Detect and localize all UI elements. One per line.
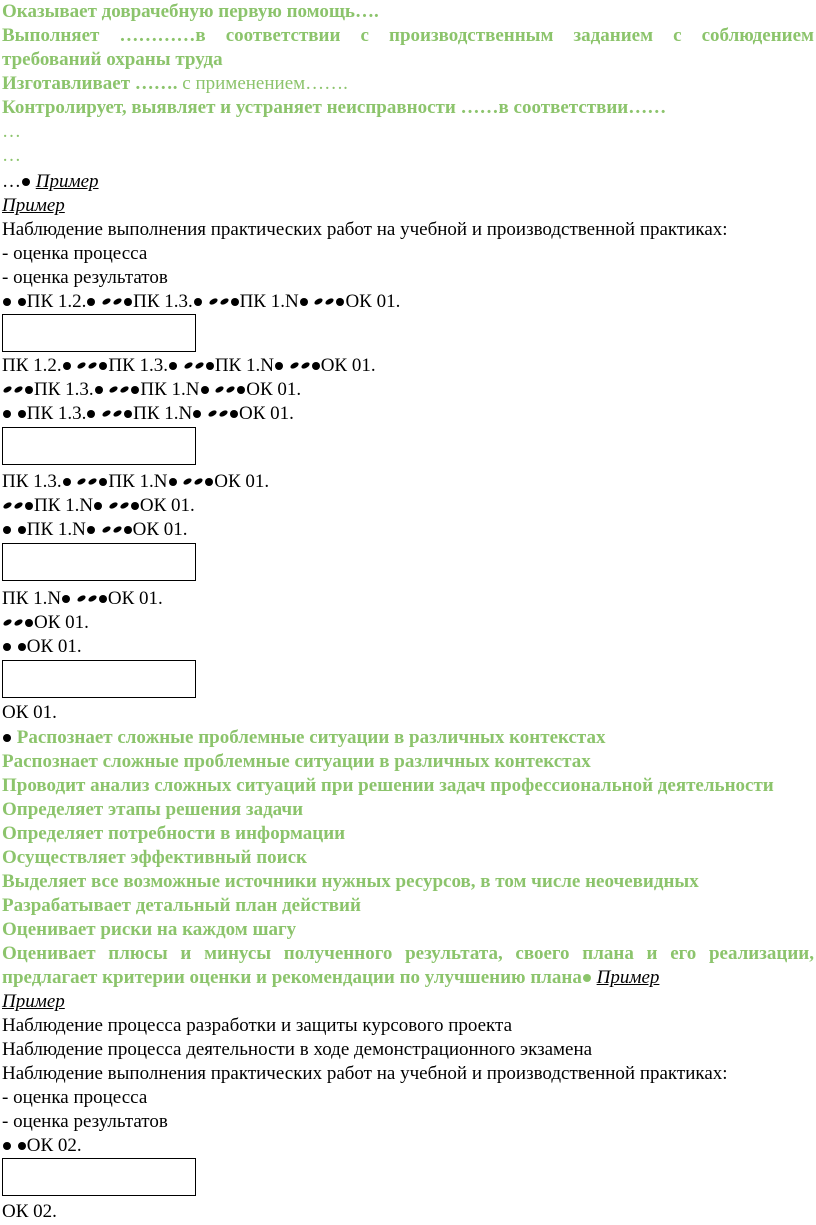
code: ПК 1.N — [214, 355, 274, 376]
example-line — [2, 990, 65, 1014]
bullet-icon — [119, 501, 129, 510]
code: ОК 01. — [139, 495, 195, 516]
bullet-icon — [99, 478, 107, 486]
bullet-icon — [18, 643, 26, 651]
bullet-icon — [205, 478, 213, 486]
bullet-icon — [194, 361, 204, 370]
bullet-icon — [131, 502, 139, 510]
bullet-icon — [95, 386, 103, 394]
bullet-icon — [218, 409, 228, 418]
observation-text: Наблюдение выполнения практических работ на учебной и производственной практиках: — [2, 219, 728, 240]
word: реализации, — [708, 943, 814, 964]
bullet-icon — [124, 526, 132, 534]
bullet-icon — [101, 525, 111, 534]
bullet-icon — [18, 526, 26, 534]
bullet-icon — [63, 478, 71, 486]
bullet-icon — [169, 478, 177, 486]
word: плюсы — [108, 943, 168, 964]
ok01-item — [2, 966, 659, 990]
code-heading: ОК 01. — [2, 702, 57, 723]
word: с — [673, 25, 682, 46]
ellipsis: … — [2, 171, 21, 192]
competency-line: требований охраны труда — [2, 49, 223, 70]
example-link[interactable]: Пример — [2, 195, 65, 216]
bullet-icon — [2, 501, 12, 510]
word: полученного — [283, 943, 393, 964]
code: ПК 1.2. — [26, 291, 87, 312]
code: ОК 01. — [34, 612, 89, 633]
ok01-item: Определяет этапы решения задачи — [2, 799, 304, 820]
bullet-icon — [3, 526, 11, 534]
bullet-icon — [215, 385, 225, 394]
word: и — [180, 943, 192, 964]
bullet-icon — [193, 410, 201, 418]
code: ОК 01. — [132, 519, 188, 540]
ok01-item: Распознает сложные проблемные ситуации в различных контекстах — [2, 751, 591, 772]
example-link[interactable]: Пример — [35, 171, 99, 192]
bullet-icon — [3, 410, 11, 418]
bullet-icon — [102, 409, 112, 418]
assessment-item: - оценка результатов — [2, 267, 168, 288]
input-box[interactable] — [2, 543, 196, 581]
example-line — [2, 194, 65, 218]
bullet-icon — [312, 362, 320, 370]
bullet-icon — [3, 734, 11, 742]
ok01-item — [2, 726, 606, 750]
code: ПК 1.N — [2, 588, 62, 609]
code: ОК 01. — [214, 471, 270, 492]
ok01-item: Определяет потребности в информации — [2, 823, 346, 844]
code: ПК 1.2. — [2, 355, 62, 376]
code: ПК 1.N — [140, 379, 200, 400]
observation-text: Наблюдение процесса разработки и защиты курсового проекта — [2, 1015, 513, 1036]
code: ПК 1.3. — [2, 471, 62, 492]
bullet-icon — [99, 362, 107, 370]
bullet-icon — [13, 618, 23, 627]
code-row — [2, 611, 89, 635]
code: ПК 1.N — [133, 403, 193, 424]
bullet-icon — [2, 385, 12, 394]
competency-line: Оказывает доврачебную первую помощь…. — [2, 1, 379, 22]
word: заданием — [573, 25, 654, 46]
ok01-item-text: предлагает критерии оценки и рекомендации по улучшению плана — [2, 967, 582, 988]
word: и — [646, 943, 658, 964]
bullet-icon — [25, 619, 33, 627]
bullet-icon — [13, 385, 23, 394]
bullet-icon — [208, 297, 218, 306]
bullet-icon — [22, 178, 30, 186]
input-box[interactable] — [2, 314, 196, 352]
ok01-item-justified — [2, 942, 814, 966]
code-row — [2, 635, 82, 659]
example-link[interactable]: Пример — [2, 991, 65, 1012]
bullet-icon — [18, 1142, 26, 1150]
code-row — [2, 587, 163, 611]
bullet-icon — [113, 297, 123, 306]
bullet-icon — [102, 297, 112, 306]
bullet-icon — [25, 386, 33, 394]
bullet-icon — [87, 410, 95, 418]
code-heading: ОК 02. — [2, 1201, 57, 1222]
code: ОК 01. — [239, 403, 294, 424]
code-row — [2, 402, 294, 426]
bullet-icon — [99, 595, 107, 603]
input-box[interactable] — [2, 427, 196, 465]
bullet-icon — [77, 477, 87, 486]
bullet-icon — [94, 502, 102, 510]
code: ОК 01. — [320, 355, 376, 376]
assessment-item: - оценка процесса — [2, 1087, 148, 1108]
bullet-icon — [120, 385, 130, 394]
competency-line-justified — [2, 24, 814, 48]
bullet-icon — [336, 298, 344, 306]
bullet-icon — [226, 385, 236, 394]
bullet-icon — [109, 385, 119, 394]
bullet-icon — [124, 410, 132, 418]
ok01-item: Проводит анализ сложных ситуаций при решении задач профессиональной деятельности — [2, 775, 774, 796]
ok01-item-text: Распознает сложные проблемные ситуации в различных контекстах — [16, 727, 606, 748]
bullet-icon — [62, 595, 70, 603]
code: ПК 1.3. — [133, 291, 193, 312]
bullet-icon — [300, 361, 310, 370]
code: ПК 1.N — [239, 291, 299, 312]
bullet-icon — [63, 362, 71, 370]
ok01-item: Разрабатывает детальный план действий — [2, 895, 361, 916]
code: ПК 1.3. — [26, 403, 87, 424]
code: ПК 1.N — [34, 495, 94, 516]
competency-line — [2, 72, 348, 96]
bullet-icon — [237, 386, 245, 394]
example-line — [2, 170, 99, 194]
bullet-icon — [88, 361, 98, 370]
bullet-icon — [289, 361, 299, 370]
bullet-icon — [325, 297, 335, 306]
bullet-icon — [3, 643, 11, 651]
code-row — [2, 378, 301, 402]
bullet-icon — [207, 409, 217, 418]
ok01-item: Оценивает риски на каждом шагу — [2, 919, 297, 940]
bullet-icon — [231, 298, 239, 306]
assessment-item: - оценка процесса — [2, 243, 148, 264]
bullet-icon — [3, 1142, 11, 1150]
code-row — [2, 518, 188, 542]
code: ПК 1.N — [26, 519, 86, 540]
word: соблюдением — [701, 25, 814, 46]
regular-part: с применением……. — [177, 73, 348, 94]
word: его — [670, 943, 697, 964]
bullet-icon — [13, 501, 23, 510]
bullet-icon — [2, 618, 12, 627]
word: соответствии — [225, 25, 341, 46]
bullet-icon — [18, 298, 26, 306]
input-box[interactable] — [2, 660, 196, 698]
code-row — [2, 470, 269, 494]
bullet-icon — [77, 361, 87, 370]
ellipsis-line: … — [2, 121, 21, 142]
code: ОК 01. — [345, 291, 401, 312]
bullet-icon — [87, 526, 95, 534]
word: своего — [515, 943, 570, 964]
bullet-icon — [124, 298, 132, 306]
code-row — [2, 494, 195, 518]
word: с — [360, 25, 369, 46]
bullet-icon — [169, 362, 177, 370]
bullet-icon — [88, 477, 98, 486]
ok01-item: Осуществляет эффективный поиск — [2, 847, 307, 868]
bullet-icon — [219, 297, 229, 306]
observation-text: Наблюдение выполнения практических работ на учебной и производственной практиках: — [2, 1063, 728, 1084]
code: ОК 01. — [246, 379, 302, 400]
competency-line: Контролирует, выявляет и устраняет неисправности ……в соответствии…… — [2, 97, 667, 118]
bullet-icon — [87, 594, 97, 603]
word: минусы — [204, 943, 272, 964]
code: ПК 1.3. — [108, 355, 169, 376]
observation-text: Наблюдение процесса деятельности в ходе демонстрационного экзамена — [2, 1039, 593, 1060]
bullet-icon — [314, 297, 324, 306]
bullet-icon — [112, 525, 122, 534]
word: производственным — [389, 25, 554, 46]
example-link[interactable]: Пример — [596, 967, 660, 988]
code-row — [2, 354, 376, 378]
bullet-icon — [183, 361, 193, 370]
bullet-icon — [113, 409, 123, 418]
ok01-item: Выделяет все возможные источники нужных ресурсов, в том числе неочевидных — [2, 871, 699, 892]
bold-part: Изготавливает ……. — [2, 73, 178, 94]
code: ОК 01. — [26, 636, 82, 657]
assessment-item: - оценка результатов — [2, 1111, 168, 1132]
word: …………в — [119, 25, 206, 46]
bullet-icon — [76, 594, 86, 603]
code-row — [2, 290, 400, 314]
bullet-icon — [3, 298, 11, 306]
word: Выполняет — [2, 25, 100, 46]
bullet-icon — [300, 298, 308, 306]
bullet-icon — [87, 298, 95, 306]
word: плана — [582, 943, 634, 964]
bullet-icon — [201, 386, 209, 394]
bullet-icon — [25, 502, 33, 510]
bullet-icon — [18, 410, 26, 418]
code: ПК 1.3. — [34, 379, 94, 400]
bullet-icon — [230, 410, 238, 418]
bullet-icon — [108, 501, 118, 510]
bullet-icon — [194, 298, 202, 306]
bullet-icon — [275, 362, 283, 370]
bullet-icon — [583, 974, 591, 982]
code: ОК 01. — [107, 588, 163, 609]
bullet-icon — [183, 477, 193, 486]
bullet-icon — [194, 477, 204, 486]
code-row — [2, 1134, 82, 1158]
bullet-icon — [206, 362, 214, 370]
code: ОК 02. — [26, 1135, 82, 1156]
ellipsis-line: … — [2, 145, 21, 166]
code: ПК 1.N — [108, 471, 168, 492]
input-box[interactable] — [2, 1158, 196, 1196]
word: результата, — [405, 943, 503, 964]
word: Оценивает — [2, 943, 96, 964]
bullet-icon — [131, 386, 139, 394]
